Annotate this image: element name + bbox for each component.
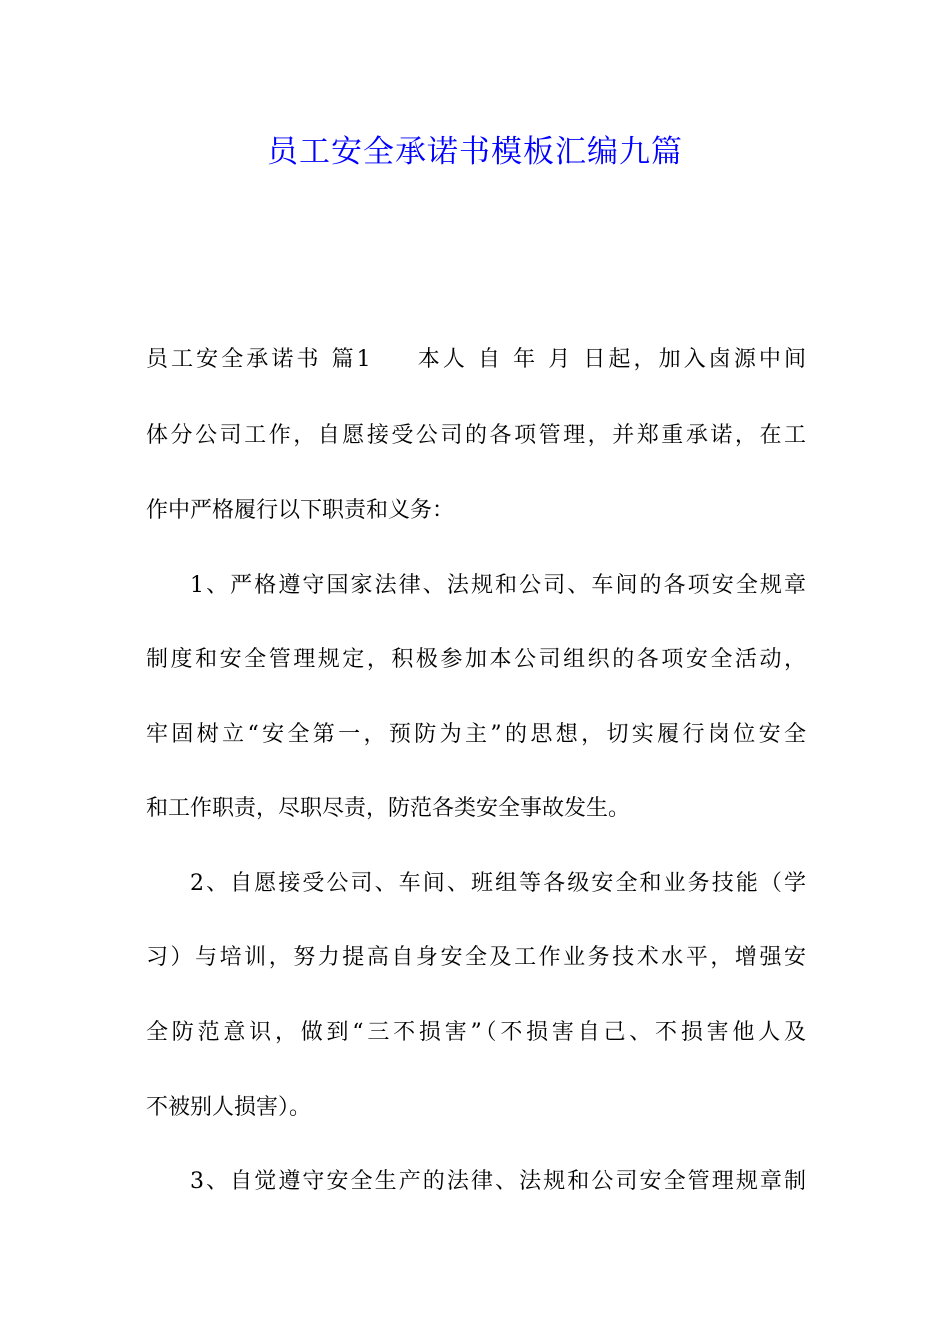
paragraph-line-11: 不被别人损害）。 bbox=[146, 1095, 312, 1120]
paragraph-line-7: 和工作职责，尽职尽责，防范各类安全事故发生。 bbox=[146, 796, 631, 821]
paragraph-line-8: 2、自愿接受公司、车间、班组等各级安全和业务技能（学 bbox=[190, 871, 806, 896]
paragraph-line-2: 体分公司工作，自愿接受公司的各项管理，并郑重承诺，在工 bbox=[146, 423, 806, 448]
paragraph-line-12: 3、自觉遵守安全生产的法律、法规和公司安全管理规章制 bbox=[190, 1169, 806, 1194]
paragraph-line-4: 1、严格遵守国家法律、法规和公司、车间的各项安全规章 bbox=[190, 573, 806, 598]
paragraph-line-9: 习）与培训，努力提高自身安全及工作业务技术水平，增强安 bbox=[146, 945, 806, 970]
line-text: 本人 自 年 月 日起，加入卤源中间 bbox=[414, 347, 806, 372]
paragraph-line-3: 作中严格履行以下职责和义务： bbox=[146, 498, 455, 523]
paragraph-line-10: 全防范意识，做到“三不损害”（不损害自己、不损害他人及 bbox=[146, 1020, 806, 1045]
paragraph-line-6: 牢固树立“安全第一，预防为主”的思想，切实履行岗位安全 bbox=[146, 722, 806, 747]
paragraph-line-1 bbox=[146, 340, 806, 380]
paragraph-line-5: 制度和安全管理规定，积极参加本公司组织的各项安全活动， bbox=[146, 647, 806, 672]
document-title: 员工安全承诺书模板汇编九篇 bbox=[267, 134, 683, 170]
section-heading: 员工安全承诺书 篇1 bbox=[146, 347, 371, 372]
